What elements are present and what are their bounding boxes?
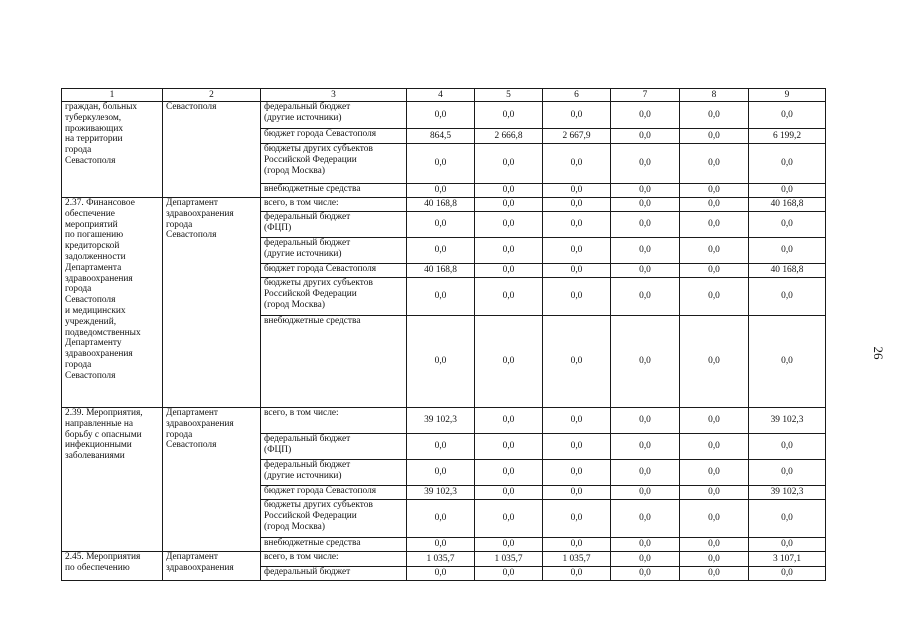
funding-source-cell: внебюджетные средства (261, 538, 407, 552)
amount-cell: 0,0 (680, 460, 749, 486)
amount-cell: 0,0 (611, 316, 680, 408)
funding-source-cell: федеральный бюджет (другие источники) (261, 102, 407, 129)
amount-cell: 864,5 (407, 129, 475, 144)
amount-cell: 39 102,3 (749, 408, 826, 434)
amount-cell: 0,0 (475, 567, 543, 581)
amount-cell: 0,0 (543, 198, 611, 212)
amount-cell: 0,0 (543, 102, 611, 129)
amount-cell: 0,0 (543, 184, 611, 198)
amount-cell: 0,0 (749, 460, 826, 486)
amount-cell: 0,0 (407, 500, 475, 538)
amount-cell: 0,0 (680, 198, 749, 212)
amount-cell: 0,0 (611, 129, 680, 144)
amount-cell: 0,0 (407, 316, 475, 408)
amount-cell: 2 666,8 (475, 129, 543, 144)
amount-cell: 0,0 (680, 486, 749, 500)
amount-cell: 0,0 (611, 238, 680, 264)
amount-cell: 0,0 (407, 184, 475, 198)
amount-cell: 0,0 (407, 278, 475, 316)
amount-cell: 1 035,7 (475, 552, 543, 567)
amount-cell: 0,0 (543, 316, 611, 408)
amount-cell: 0,0 (611, 144, 680, 184)
funding-source-cell: федеральный бюджет (261, 567, 407, 581)
amount-cell: 0,0 (749, 184, 826, 198)
amount-cell: 0,0 (475, 538, 543, 552)
amount-cell: 0,0 (475, 460, 543, 486)
funding-source-cell: бюджеты других субъектов Российской Федерации (город Москва) (261, 278, 407, 316)
amount-cell: 0,0 (680, 184, 749, 198)
amount-cell: 0,0 (680, 408, 749, 434)
amount-cell: 0,0 (475, 278, 543, 316)
amount-cell: 0,0 (475, 144, 543, 184)
amount-cell: 0,0 (680, 129, 749, 144)
table-row (62, 198, 826, 212)
amount-cell: 0,0 (407, 460, 475, 486)
amount-cell: 40 168,8 (749, 198, 826, 212)
amount-cell: 1 035,7 (543, 552, 611, 567)
funding-source-cell: всего, в том числе: (261, 552, 407, 567)
measure-cell: 2.39. Мероприятия, направленные на борьбу с опасными инфекционными заболеваниями (62, 408, 163, 552)
amount-cell: 0,0 (680, 264, 749, 278)
header-row (62, 89, 826, 102)
amount-cell: 0,0 (475, 264, 543, 278)
amount-cell: 0,0 (543, 538, 611, 552)
amount-cell: 0,0 (543, 567, 611, 581)
funding-source-cell: внебюджетные средства (261, 184, 407, 198)
amount-cell: 0,0 (680, 238, 749, 264)
amount-cell: 0,0 (680, 316, 749, 408)
amount-cell: 1 035,7 (407, 552, 475, 567)
funding-source-cell: федеральный бюджет (другие источники) (261, 238, 407, 264)
amount-cell: 0,0 (543, 212, 611, 238)
amount-cell: 40 168,8 (749, 264, 826, 278)
amount-cell: 0,0 (680, 278, 749, 316)
executor-cell: Департамент здравоохранения (163, 552, 261, 581)
amount-cell: 0,0 (475, 184, 543, 198)
amount-cell: 0,0 (475, 486, 543, 500)
amount-cell: 2 667,9 (543, 129, 611, 144)
amount-cell: 39 102,3 (407, 408, 475, 434)
amount-cell: 0,0 (475, 198, 543, 212)
amount-cell: 0,0 (611, 552, 680, 567)
amount-cell: 0,0 (680, 144, 749, 184)
amount-cell: 0,0 (611, 500, 680, 538)
funding-source-cell: внебюджетные средства (261, 316, 407, 408)
column-header: 1 (62, 89, 163, 102)
executor-cell: Департамент здравоохранения города Севастополя (163, 198, 261, 408)
amount-cell: 40 168,8 (407, 264, 475, 278)
column-header: 8 (680, 89, 749, 102)
amount-cell: 0,0 (749, 434, 826, 460)
amount-cell: 0,0 (407, 144, 475, 184)
amount-cell: 39 102,3 (407, 486, 475, 500)
executor-cell: Департамент здравоохранения города Севастополя (163, 408, 261, 552)
amount-cell: 0,0 (611, 198, 680, 212)
amount-cell: 0,0 (475, 102, 543, 129)
amount-cell: 0,0 (407, 212, 475, 238)
amount-cell: 0,0 (611, 184, 680, 198)
amount-cell: 3 107,1 (749, 552, 826, 567)
funding-source-cell: всего, в том числе: (261, 408, 407, 434)
amount-cell: 0,0 (611, 408, 680, 434)
funding-source-cell: федеральный бюджет (ФЦП) (261, 434, 407, 460)
amount-cell: 0,0 (475, 212, 543, 238)
funding-source-cell: бюджеты других субъектов Российской Федерации (город Москва) (261, 500, 407, 538)
amount-cell: 39 102,3 (749, 486, 826, 500)
measure-cell: граждан, больных туберкулезом, проживающих на территории города Севастополя (62, 102, 163, 198)
amount-cell: 0,0 (407, 102, 475, 129)
amount-cell: 0,0 (680, 538, 749, 552)
amount-cell: 0,0 (475, 434, 543, 460)
funding-source-cell: бюджеты других субъектов Российской Федерации (город Москва) (261, 144, 407, 184)
funding-source-cell: бюджет города Севастополя (261, 264, 407, 278)
amount-cell: 0,0 (543, 408, 611, 434)
amount-cell: 0,0 (475, 500, 543, 538)
amount-cell: 0,0 (407, 538, 475, 552)
amount-cell: 0,0 (543, 434, 611, 460)
funding-source-cell: бюджет города Севастополя (261, 486, 407, 500)
amount-cell: 0,0 (749, 567, 826, 581)
amount-cell: 0,0 (680, 434, 749, 460)
amount-cell: 6 199,2 (749, 129, 826, 144)
amount-cell: 0,0 (407, 567, 475, 581)
funding-source-cell: федеральный бюджет (ФЦП) (261, 212, 407, 238)
amount-cell: 0,0 (543, 486, 611, 500)
column-header: 2 (163, 89, 261, 102)
amount-cell: 40 168,8 (407, 198, 475, 212)
amount-cell: 0,0 (749, 238, 826, 264)
measure-cell: 2.37. Финансовое обеспечение мероприятий по погашению кредиторской задолженности Департамента здравоохранения города Севастополя и медицинских учреждений, подведомственных Департаменту здравоохранения города Севастополя (62, 198, 163, 408)
amount-cell: 0,0 (680, 500, 749, 538)
measure-cell: 2.45. Мероприятия по обеспечению (62, 552, 163, 581)
column-header: 4 (407, 89, 475, 102)
amount-cell: 0,0 (475, 408, 543, 434)
budget-table (61, 88, 826, 581)
amount-cell: 0,0 (475, 316, 543, 408)
amount-cell: 0,0 (680, 552, 749, 567)
column-header: 3 (261, 89, 407, 102)
amount-cell: 0,0 (680, 567, 749, 581)
amount-cell: 0,0 (749, 500, 826, 538)
funding-source-cell: бюджет города Севастополя (261, 129, 407, 144)
table-row (62, 408, 826, 434)
amount-cell: 0,0 (543, 238, 611, 264)
column-header: 5 (475, 89, 543, 102)
amount-cell: 0,0 (680, 102, 749, 129)
amount-cell: 0,0 (543, 144, 611, 184)
amount-cell: 0,0 (749, 538, 826, 552)
funding-source-cell: федеральный бюджет (другие источники) (261, 460, 407, 486)
amount-cell: 0,0 (749, 144, 826, 184)
amount-cell: 0,0 (611, 264, 680, 278)
executor-cell: Севастополя (163, 102, 261, 198)
amount-cell: 0,0 (543, 278, 611, 316)
funding-source-cell: всего, в том числе: (261, 198, 407, 212)
amount-cell: 0,0 (611, 212, 680, 238)
column-header: 9 (749, 89, 826, 102)
amount-cell: 0,0 (475, 238, 543, 264)
table-row (62, 102, 826, 129)
amount-cell: 0,0 (407, 238, 475, 264)
column-header: 6 (543, 89, 611, 102)
amount-cell: 0,0 (543, 500, 611, 538)
amount-cell: 0,0 (407, 434, 475, 460)
amount-cell: 0,0 (611, 538, 680, 552)
table-row (62, 552, 826, 567)
amount-cell: 0,0 (749, 212, 826, 238)
amount-cell: 0,0 (611, 434, 680, 460)
amount-cell: 0,0 (749, 278, 826, 316)
amount-cell: 0,0 (611, 278, 680, 316)
amount-cell: 0,0 (543, 264, 611, 278)
amount-cell: 0,0 (611, 460, 680, 486)
column-header: 7 (611, 89, 680, 102)
amount-cell: 0,0 (611, 567, 680, 581)
amount-cell: 0,0 (543, 460, 611, 486)
amount-cell: 0,0 (749, 316, 826, 408)
amount-cell: 0,0 (680, 212, 749, 238)
page-number: 26 (871, 346, 886, 360)
amount-cell: 0,0 (749, 102, 826, 129)
amount-cell: 0,0 (611, 102, 680, 129)
amount-cell: 0,0 (611, 486, 680, 500)
